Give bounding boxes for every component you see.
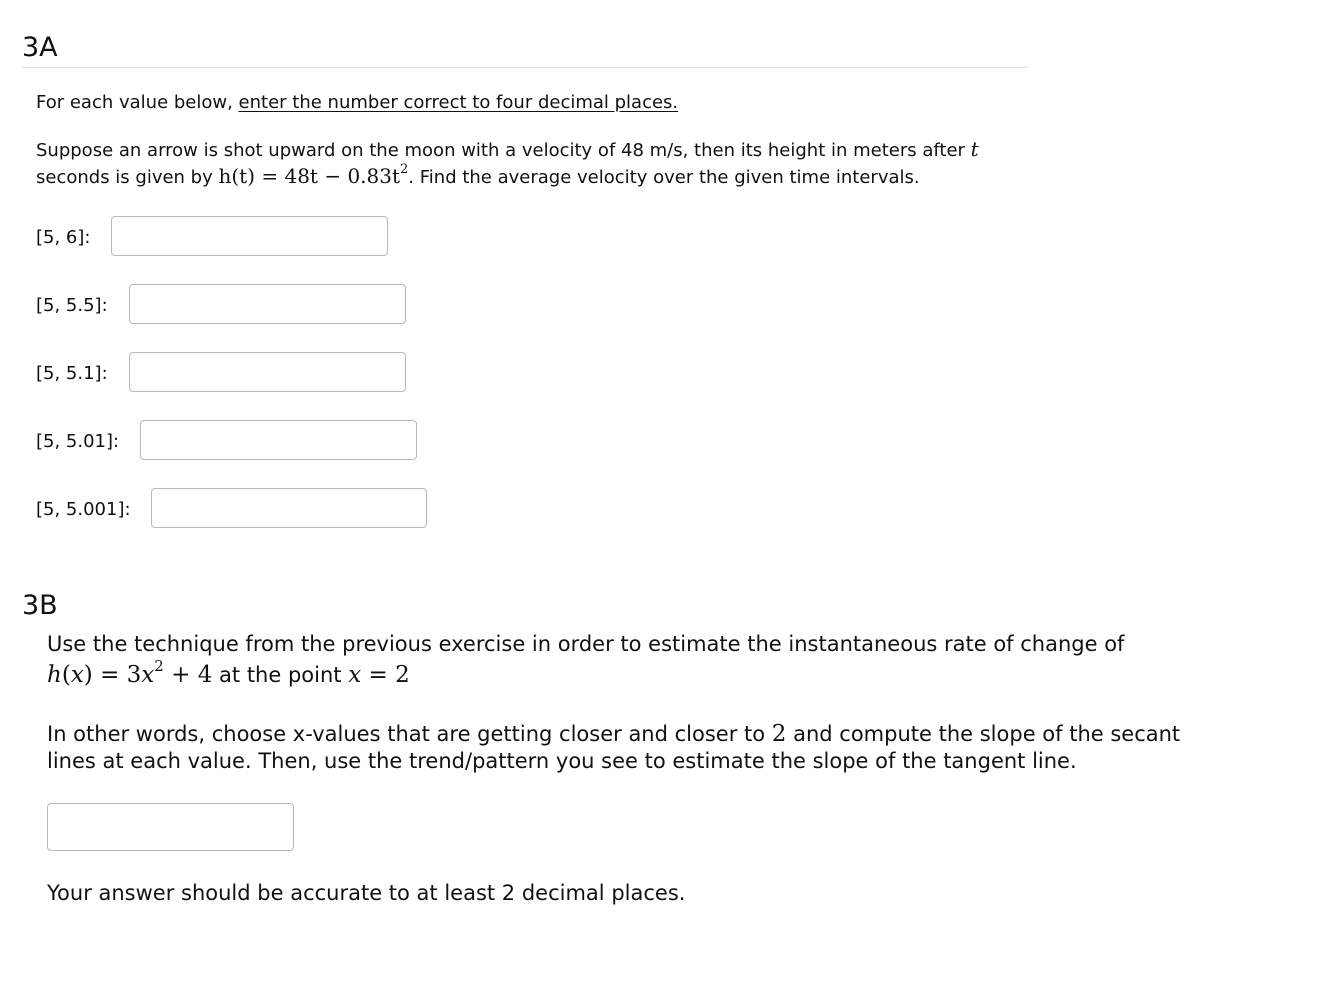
question-line-1: Use the technique from the previous exercise in order to estimate the instantaneous rate of change of [47,632,1125,656]
explanation-text-1: In other words, choose x-values that are getting closer and closer to [47,722,772,746]
problem-text-2: seconds is given by [36,167,219,188]
function-formula: $h(x) = 3x^2 + 4$ [47,657,213,688]
interval-label: [5, 5.5]: [36,294,108,316]
interval-row-5 [36,488,131,530]
tangent-slope-input[interactable] [47,803,294,851]
explanation-line-1 [47,720,1180,748]
instruction [36,89,678,116]
interval-row-4 [36,420,119,462]
explanation-text-2: and compute the slope of the secant [786,722,1181,746]
interval-row-3 [36,352,108,394]
question-line-2 [47,657,410,689]
interval-row-1 [36,216,90,258]
section-divider [22,67,1028,68]
instruction-link: enter the number correct to four decimal places. [238,92,679,113]
interval-answer-input-3[interactable] [129,352,406,392]
problem-text-1: Suppose an arrow is shot upward on the moon with a velocity of 48 m/s, then its height in meters after [36,140,971,161]
problem-var-t: t [970,137,979,161]
explanation-number: 2 [771,721,787,747]
accuracy-note: Your answer should be accurate to at least 2 decimal places. [47,881,686,905]
point-formula: x = 2 [348,662,410,688]
problem-line-1 [36,136,979,164]
section-3a-title: 3A [22,32,58,63]
instruction-prefix: For each value below, [36,92,239,113]
interval-label: [5, 6]: [36,226,91,248]
interval-answer-input-4[interactable] [140,420,417,460]
interval-label: [5, 5.001]: [36,498,131,520]
height-formula: $h(t) = 48t - 0.83t^2$ [218,162,409,188]
section-3b-title: 3B [22,590,58,621]
interval-answer-input-5[interactable] [151,488,427,528]
interval-label: [5, 5.1]: [36,362,108,384]
problem-text-3: . Find the average velocity over the given time intervals. [408,167,920,188]
interval-label: [5, 5.01]: [36,430,120,452]
interval-answer-input-1[interactable] [111,216,388,256]
interval-answer-input-2[interactable] [129,284,406,324]
explanation-line-2: lines at each value. Then, use the trend/pattern you see to estimate the slope of the tangent line. [47,749,1077,773]
problem-line-2 [36,163,920,191]
interval-row-2 [36,284,108,326]
question-mid-text: at the point [212,663,349,687]
